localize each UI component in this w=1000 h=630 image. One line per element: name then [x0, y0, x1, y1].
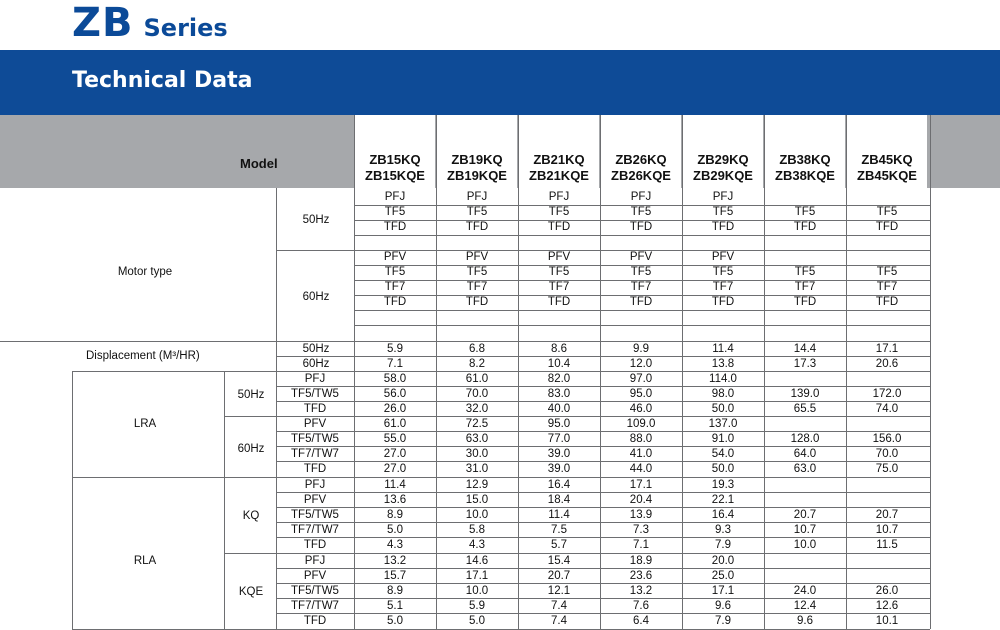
- table-cell: 32.0: [465, 403, 489, 415]
- table-cell: 9.6: [715, 600, 731, 612]
- column-divider: [72, 371, 73, 629]
- table-cell: 63.0: [465, 433, 489, 445]
- table-cell: PFJ: [548, 191, 570, 203]
- table-cell: PFJ: [384, 191, 406, 203]
- column-divider: [846, 115, 847, 629]
- table-cell: 82.0: [547, 373, 571, 385]
- table-cell: PFV: [465, 251, 489, 263]
- table-cell: TF7: [384, 281, 406, 293]
- table-cell: 70.0: [465, 388, 489, 400]
- table-cell: 17.3: [793, 358, 817, 370]
- table-cell: TFD: [793, 221, 817, 233]
- table-cell: 6.4: [633, 615, 649, 627]
- lra-type: TFD: [303, 463, 327, 475]
- table-cell: 9.9: [633, 343, 649, 355]
- table-cell: 10.0: [465, 509, 489, 521]
- table-cell: 8.9: [387, 509, 403, 521]
- table-cell: 12.4: [793, 600, 817, 612]
- table-cell: 23.6: [629, 570, 653, 582]
- table-cell: 139.0: [790, 388, 820, 400]
- rla-type: PFV: [303, 494, 327, 506]
- table-cell: 39.0: [547, 448, 571, 460]
- table-cell: 70.0: [875, 448, 899, 460]
- table-cell: TFD: [629, 221, 653, 233]
- table-cell: 20.7: [875, 509, 899, 521]
- table-cell: 10.1: [875, 615, 899, 627]
- rla-type: PFJ: [304, 479, 326, 491]
- table-cell: 11.4: [548, 509, 570, 521]
- row-divider: [276, 492, 930, 493]
- table-cell: 6.8: [469, 343, 485, 355]
- table-cell: 10.0: [465, 585, 489, 597]
- row-divider: [354, 220, 930, 221]
- model-kqe: ZB29KQE: [693, 168, 753, 183]
- table-cell: 17.1: [629, 479, 653, 491]
- table-cell: TFD: [383, 296, 407, 308]
- table-cell: 25.0: [711, 570, 735, 582]
- table-cell: 172.0: [872, 388, 902, 400]
- table-cell: TF7: [630, 281, 652, 293]
- table-cell: 20.4: [629, 494, 653, 506]
- table-cell: TF5: [712, 266, 734, 278]
- table-cell: 7.4: [551, 615, 567, 627]
- table-cell: 63.0: [793, 463, 817, 475]
- table-cell: 8.2: [469, 358, 485, 370]
- table-cell: 5.9: [469, 600, 485, 612]
- column-divider: [518, 115, 519, 629]
- table-cell: 10.7: [793, 524, 817, 536]
- displacement-hz: 60Hz: [302, 358, 330, 370]
- table-cell: TF5: [630, 266, 652, 278]
- section-title: Technical Data: [72, 68, 253, 93]
- table-cell: 15.7: [383, 570, 407, 582]
- table-cell: TFD: [465, 296, 489, 308]
- table-cell: 13.6: [383, 494, 407, 506]
- table-cell: 46.0: [629, 403, 653, 415]
- table-cell: 109.0: [626, 418, 656, 430]
- table-cell: 65.5: [793, 403, 817, 415]
- table-cell: 83.0: [547, 388, 571, 400]
- table-cell: 4.3: [387, 539, 403, 551]
- motor-type-label: Motor type: [117, 266, 173, 278]
- table-cell: TF7: [466, 281, 488, 293]
- column-header: [436, 152, 518, 184]
- table-cell: 75.0: [875, 463, 899, 475]
- row-divider: [354, 205, 930, 206]
- table-cell: TFD: [875, 221, 899, 233]
- row-divider: [276, 568, 930, 569]
- row-divider: [276, 401, 930, 402]
- table-cell: TF5: [794, 206, 816, 218]
- table-cell: 11.5: [876, 539, 898, 551]
- table-cell: 30.0: [465, 448, 489, 460]
- table-cell: TF5: [794, 266, 816, 278]
- table-cell: TF5: [384, 206, 406, 218]
- rla-type: TFD: [303, 539, 327, 551]
- row-divider: [276, 461, 930, 462]
- column-header: [682, 152, 764, 184]
- table-cell: 26.0: [383, 403, 407, 415]
- table-cell: TF5: [384, 266, 406, 278]
- table-cell: 39.0: [547, 463, 571, 475]
- table-cell: 58.0: [383, 373, 407, 385]
- table-cell: 88.0: [629, 433, 653, 445]
- table-cell: 61.0: [465, 373, 489, 385]
- model-kqe: ZB45KQE: [857, 168, 917, 183]
- table-cell: PFJ: [630, 191, 652, 203]
- row-divider: [276, 250, 930, 251]
- table-cell: PFJ: [466, 191, 488, 203]
- table-cell: 17.1: [465, 570, 489, 582]
- table-cell: 114.0: [709, 373, 737, 385]
- table-cell: TF5: [630, 206, 652, 218]
- column-divider: [354, 115, 355, 629]
- table-cell: 64.0: [793, 448, 817, 460]
- table-cell: 16.4: [547, 479, 571, 491]
- rla-label: RLA: [133, 555, 157, 567]
- section-banner: [0, 50, 1000, 115]
- motor-60hz-label: 60Hz: [302, 291, 330, 303]
- rla-type: TF5/TW5: [291, 585, 339, 597]
- row-divider: [224, 416, 930, 417]
- table-cell: TFD: [547, 221, 571, 233]
- table-cell: TF5: [712, 206, 734, 218]
- table-cell: 8.9: [387, 585, 403, 597]
- table-cell: 7.9: [715, 615, 731, 627]
- table-cell: 7.6: [633, 600, 649, 612]
- table-cell: 50.0: [711, 403, 735, 415]
- table-cell: 9.3: [715, 524, 731, 536]
- column-header: [600, 152, 682, 184]
- table-cell: 77.0: [547, 433, 571, 445]
- table-cell: 12.6: [875, 600, 899, 612]
- table-cell: 14.6: [465, 555, 489, 567]
- table-cell: 7.4: [551, 600, 567, 612]
- column-divider: [224, 371, 225, 629]
- row-divider: [276, 537, 930, 538]
- table-cell: 54.0: [711, 448, 735, 460]
- row-divider: [354, 295, 930, 296]
- table-cell: 13.9: [629, 509, 653, 521]
- displacement-label: Displacement (M³/HR): [86, 350, 200, 362]
- series-sub: Series: [143, 14, 228, 42]
- table-cell: 18.9: [629, 555, 653, 567]
- table-cell: 50.0: [711, 463, 735, 475]
- table-cell: 9.6: [797, 615, 813, 627]
- model-kq: ZB38KQ: [779, 152, 831, 167]
- rla-type: TF7/TW7: [291, 524, 339, 536]
- table-cell: 10.0: [793, 539, 817, 551]
- table-cell: TFD: [793, 296, 817, 308]
- table-cell: TFD: [711, 296, 735, 308]
- rla-type: TFD: [303, 615, 327, 627]
- table-cell: 27.0: [383, 448, 407, 460]
- row-divider: [276, 613, 930, 614]
- table-cell: 14.4: [793, 343, 817, 355]
- table-cell: 15.4: [547, 555, 571, 567]
- column-divider: [682, 115, 683, 629]
- column-divider: [276, 371, 277, 629]
- rla-type: PFJ: [304, 555, 326, 567]
- table-cell: 5.8: [469, 524, 485, 536]
- table-cell: TFD: [465, 221, 489, 233]
- series-title: [72, 0, 228, 48]
- motor-50hz-label: 50Hz: [302, 214, 330, 226]
- lra-type: TF7/TW7: [291, 448, 339, 460]
- table-cell: TF5: [876, 206, 898, 218]
- table-cell: PFV: [547, 251, 571, 263]
- rla-type: PFV: [303, 570, 327, 582]
- model-kq: ZB21KQ: [533, 152, 585, 167]
- model-kqe: ZB15KQE: [365, 168, 425, 183]
- displacement-hz: 50Hz: [302, 343, 330, 355]
- table-cell: 11.4: [712, 343, 734, 355]
- lra-60hz-label: 60Hz: [237, 443, 265, 455]
- table-cell: 5.0: [387, 615, 403, 627]
- table-cell: 13.2: [383, 555, 407, 567]
- lra-label: LRA: [133, 418, 157, 430]
- row-divider: [276, 583, 930, 584]
- lra-type: TF5/TW5: [291, 433, 339, 445]
- column-divider: [436, 115, 437, 629]
- table-cell: 55.0: [383, 433, 407, 445]
- model-kqe: ZB19KQE: [447, 168, 507, 183]
- column-header: [846, 152, 928, 184]
- table-cell: TF5: [548, 266, 570, 278]
- table-cell: 10.7: [875, 524, 899, 536]
- table-cell: 7.9: [715, 539, 731, 551]
- table-cell: 26.0: [875, 585, 899, 597]
- table-cell: 20.7: [793, 509, 817, 521]
- row-divider: [276, 431, 930, 432]
- table-cell: 44.0: [629, 463, 653, 475]
- table-cell: 40.0: [547, 403, 571, 415]
- lra-50hz-label: 50Hz: [237, 389, 265, 401]
- model-kq: ZB45KQ: [861, 152, 913, 167]
- table-cell: 5.0: [469, 615, 485, 627]
- table-cell: 17.1: [875, 343, 899, 355]
- table-cell: 97.0: [629, 373, 653, 385]
- row-divider: [354, 310, 930, 311]
- column-header: [354, 152, 436, 184]
- table-cell: 137.0: [708, 418, 738, 430]
- column-divider: [276, 188, 277, 371]
- table-cell: 5.9: [387, 343, 403, 355]
- table-cell: 128.0: [790, 433, 820, 445]
- table-cell: 95.0: [547, 418, 571, 430]
- table-cell: PFV: [711, 251, 735, 263]
- table-cell: 12.0: [629, 358, 653, 370]
- model-kq: ZB29KQ: [697, 152, 749, 167]
- table-cell: TF5: [548, 206, 570, 218]
- table-cell: TF7: [548, 281, 570, 293]
- table-cell: 27.0: [383, 463, 407, 475]
- table-cell: 22.1: [711, 494, 735, 506]
- row-divider: [276, 356, 930, 357]
- table-cell: TFD: [547, 296, 571, 308]
- table-cell: 17.1: [711, 585, 735, 597]
- table-cell: 31.0: [465, 463, 489, 475]
- table-cell: TF7: [712, 281, 734, 293]
- table-cell: 13.2: [629, 585, 653, 597]
- table-cell: 74.0: [875, 403, 899, 415]
- row-divider: [276, 522, 930, 523]
- row-divider: [224, 553, 930, 554]
- table-cell: 20.7: [547, 570, 571, 582]
- row-divider: [276, 598, 930, 599]
- table-cell: 5.7: [551, 539, 567, 551]
- model-kqe: ZB21KQE: [529, 168, 589, 183]
- series-main: ZB: [72, 0, 134, 46]
- table-cell: TFD: [383, 221, 407, 233]
- row-divider: [354, 235, 930, 236]
- model-label: Model: [240, 156, 278, 171]
- table-cell: 20.0: [711, 555, 735, 567]
- table-cell: 41.0: [629, 448, 653, 460]
- model-kq: ZB26KQ: [615, 152, 667, 167]
- table-cell: 16.4: [711, 509, 735, 521]
- row-divider: [276, 507, 930, 508]
- table-cell: 91.0: [711, 433, 735, 445]
- model-kq: ZB15KQ: [369, 152, 421, 167]
- table-cell: 12.1: [547, 585, 571, 597]
- rla-kqe-label: KQE: [238, 586, 264, 598]
- table-cell: TFD: [629, 296, 653, 308]
- column-divider: [930, 115, 931, 629]
- lra-type: TFD: [303, 403, 327, 415]
- table-cell: 18.4: [547, 494, 571, 506]
- column-header: [764, 152, 846, 184]
- table-cell: 10.4: [547, 358, 571, 370]
- row-divider: [354, 265, 930, 266]
- table-cell: 72.5: [465, 418, 489, 430]
- table-cell: 15.0: [465, 494, 489, 506]
- rla-kq-label: KQ: [242, 510, 260, 522]
- rla-type: TF5/TW5: [291, 509, 339, 521]
- table-cell: PFJ: [712, 191, 734, 203]
- table-cell: 7.5: [551, 524, 567, 536]
- table-cell: 8.6: [551, 343, 567, 355]
- table-cell: 13.8: [711, 358, 735, 370]
- table-cell: 95.0: [629, 388, 653, 400]
- table-cell: 12.9: [465, 479, 489, 491]
- model-kqe: ZB38KQE: [775, 168, 835, 183]
- row-divider: [276, 446, 930, 447]
- table-cell: 98.0: [711, 388, 735, 400]
- model-kq: ZB19KQ: [451, 152, 503, 167]
- column-divider: [764, 115, 765, 629]
- table-cell: TF5: [876, 266, 898, 278]
- table-cell: TFD: [711, 221, 735, 233]
- table-cell: 7.3: [633, 524, 649, 536]
- table-cell: PFV: [629, 251, 653, 263]
- lra-type: PFV: [303, 418, 327, 430]
- lra-type: PFJ: [304, 373, 326, 385]
- table-cell: 61.0: [383, 418, 407, 430]
- table-cell: 156.0: [872, 433, 902, 445]
- table-cell: TF5: [466, 206, 488, 218]
- table-cell: 19.3: [711, 479, 735, 491]
- table-cell: 20.6: [875, 358, 899, 370]
- table-cell: 4.3: [469, 539, 485, 551]
- table-cell: 24.0: [793, 585, 817, 597]
- row-divider: [354, 325, 930, 326]
- table-cell: 5.1: [387, 600, 403, 612]
- column-divider: [600, 115, 601, 629]
- table-cell: PFV: [383, 251, 407, 263]
- row-divider: [354, 280, 930, 281]
- lra-type: TF5/TW5: [291, 388, 339, 400]
- model-kqe: ZB26KQE: [611, 168, 671, 183]
- table-cell: TFD: [875, 296, 899, 308]
- table-cell: 7.1: [387, 358, 403, 370]
- table-cell: TF7: [794, 281, 816, 293]
- table-cell: 56.0: [383, 388, 407, 400]
- rla-type: TF7/TW7: [291, 600, 339, 612]
- column-header: [518, 152, 600, 184]
- row-divider: [276, 386, 930, 387]
- table-cell: 11.4: [384, 479, 406, 491]
- table-cell: TF5: [466, 266, 488, 278]
- table-cell: 7.1: [633, 539, 649, 551]
- table-cell: 5.0: [387, 524, 403, 536]
- table-cell: TF7: [876, 281, 898, 293]
